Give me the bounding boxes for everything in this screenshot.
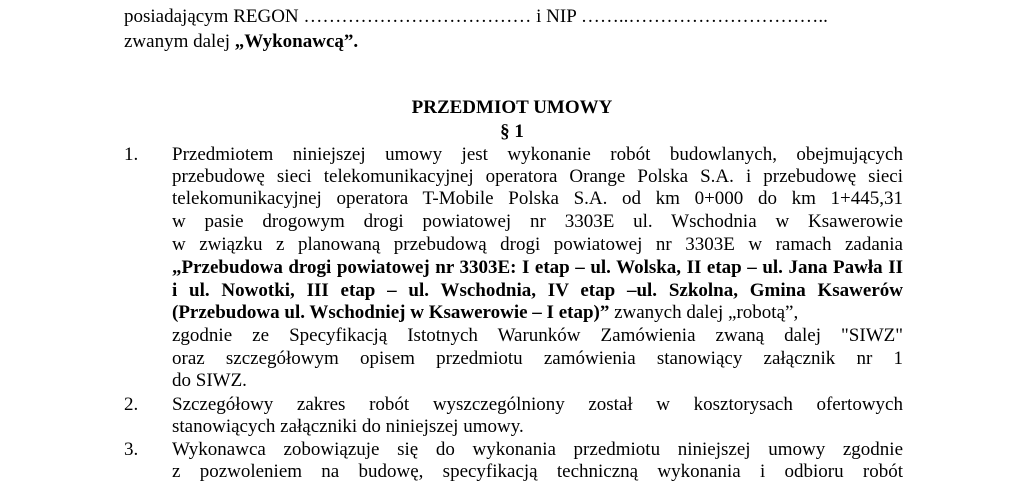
item-1-line-10: oraz szczegółowym opisem przedmiotu zamówienia stanowiący załącznik nr 1 [172, 348, 903, 369]
item-number: 1. [124, 144, 139, 165]
item-3-line-2: z pozwoleniem na budowę, specyfikacją techniczną wykonania i odbioru robót [172, 461, 903, 482]
item-1-line-1: Przedmiotem niniejszej umowy jest wykonanie robót budowlanych, obejmujących [172, 144, 903, 165]
item-1-line-8 [172, 301, 903, 324]
task-name-end: (Przebudowa ul. Wschodniej w Ksawerowie – I etap)” [172, 302, 610, 323]
item-1-line-9: zgodnie ze Specyfikacją Istotnych Warunków Zamówienia zwaną dalej "SIWZ" [172, 325, 903, 346]
paragraph-marker: § 1 [500, 121, 524, 142]
contractor-named-line [124, 30, 358, 53]
item-1-line-11: do SIWZ. [172, 370, 247, 391]
item-1-line-3: telekomunikacyjnej operatora T-Mobile Polska S.A. od km 0+000 do km 1+445,31 [172, 188, 903, 209]
item-1-line-6: „Przebudowa drogi powiatowej nr 3303E: I etap – ul. Wolska, II etap – ul. Jana Pawła II [172, 257, 903, 278]
item-1-line-4: w pasie drogowym drogi powiatowej nr 3303E ul. Wschodnia w Ksawerowie [172, 211, 903, 232]
section-title: PRZEDMIOT UMOWY [411, 97, 613, 118]
item-1-line-7: i ul. Nowotki, III etap – ul. Wschodnia, IV etap –ul. Szkolna, Gmina Ksawerów [172, 280, 903, 301]
item-3-line-1: Wykonawca zobowiązuje się do wykonania przedmiotu niniejszej umowy zgodnie [172, 439, 903, 460]
item-2-line-2: stanowiących załączniki do niniejszej umowy. [172, 416, 524, 437]
item-number: 3. [124, 439, 139, 460]
named-work: zwanych dalej „robotą”, [609, 302, 799, 323]
item-1-line-5: w związku z planowaną przebudową drogi powiatowej nr 3303E w ramach zadania [172, 234, 903, 255]
regon-nip-line: posiadającym REGON ……………………………… i NIP ……..………………………….. [124, 6, 828, 27]
item-1-line-2: przebudowę sieci telekomunikacyjnej operatora Orange Polska S.A. i przebudowę sieci [172, 166, 903, 187]
named-prefix: zwanym dalej [124, 31, 235, 52]
item-2-line-1: Szczegółowy zakres robót wyszczególniony został w kosztorysach ofertowych [172, 394, 903, 415]
contractor-name: „Wykonawcą”. [234, 31, 359, 52]
item-number: 2. [124, 394, 139, 415]
